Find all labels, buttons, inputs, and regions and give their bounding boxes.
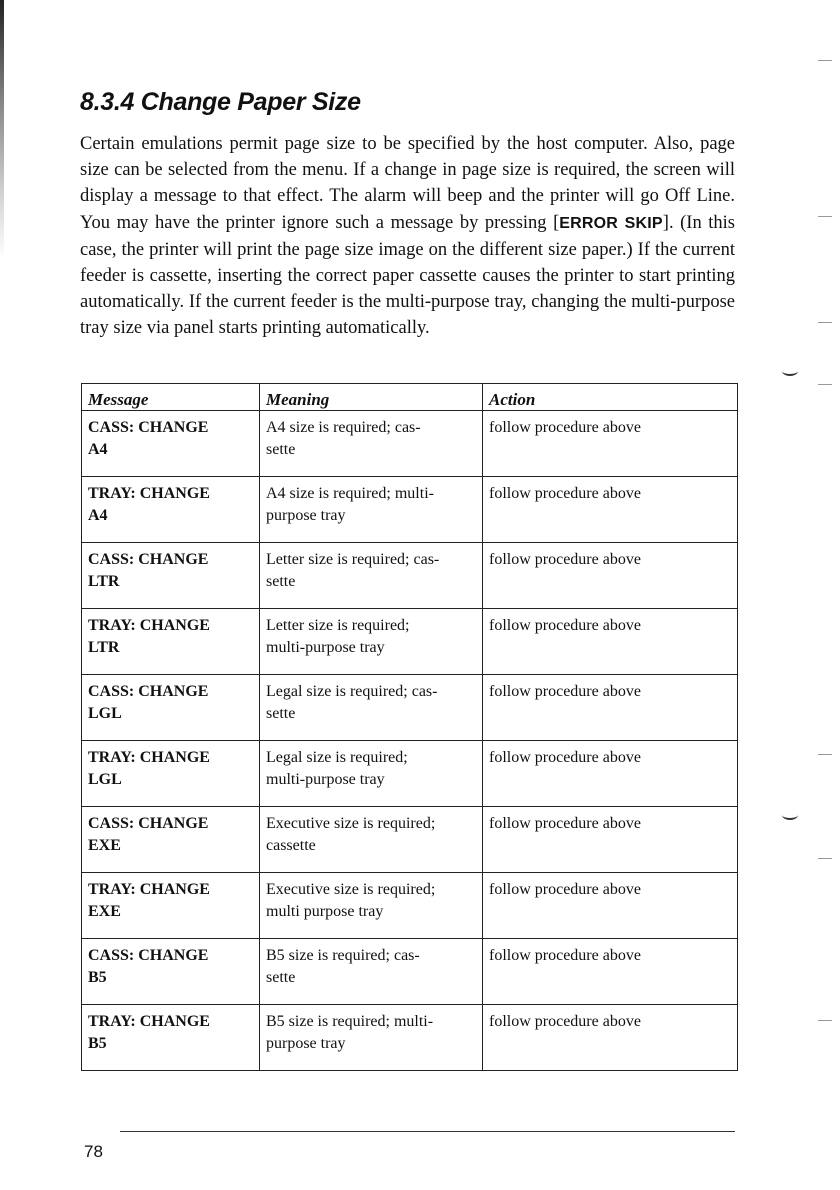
action-cell: follow procedure above — [483, 411, 738, 477]
table-row — [82, 873, 738, 939]
margin-curve — [782, 366, 798, 376]
table-row — [82, 807, 738, 873]
action-cell: follow procedure above — [483, 609, 738, 675]
table-header-row — [82, 384, 738, 411]
meaning-cell: Letter size is required; cas- sette — [260, 543, 483, 609]
header-message: Message — [82, 384, 260, 411]
table-row — [82, 741, 738, 807]
section-heading: 8.3.4 Change Paper Size — [80, 88, 361, 116]
action-cell: follow procedure above — [483, 1005, 738, 1071]
message-cell: CASS: CHANGE A4 — [82, 411, 260, 477]
margin-mark — [818, 858, 832, 859]
meaning-cell: Executive size is required; cassette — [260, 807, 483, 873]
table-row — [82, 675, 738, 741]
action-cell: follow procedure above — [483, 477, 738, 543]
margin-mark — [818, 384, 832, 385]
message-cell: CASS: CHANGE EXE — [82, 807, 260, 873]
paragraph-text-start: Certain emulations permit page size to be specified by the host computer. Also, page size can be selected from the menu. If a change in page size is required, the screen will display a message to that effect. The alarm will beep and the printer will go Off Line. You may have the printer ignore such a message by pressing [ — [80, 134, 735, 233]
table-row — [82, 1005, 738, 1071]
message-cell: TRAY: CHANGE LGL — [82, 741, 260, 807]
message-cell: TRAY: CHANGE LTR — [82, 609, 260, 675]
table-row — [82, 609, 738, 675]
paragraph-text-end: ]. (In this case, the printer will print the page size image on the different size paper.) If the current feeder is cassette, inserting the correct paper cassette causes the printer to start printing automatically. If the current feeder is the multi-purpose tray, changing the multi-purpose tray size via panel starts printing automatically. — [80, 212, 735, 339]
meaning-cell: Legal size is required; multi-purpose tray — [260, 741, 483, 807]
message-cell: CASS: CHANGE LTR — [82, 543, 260, 609]
intro-paragraph — [80, 131, 735, 342]
action-cell: follow procedure above — [483, 543, 738, 609]
action-cell: follow procedure above — [483, 873, 738, 939]
table-row — [82, 477, 738, 543]
table-row — [82, 939, 738, 1005]
margin-mark — [818, 1020, 832, 1021]
message-cell: CASS: CHANGE B5 — [82, 939, 260, 1005]
message-cell: TRAY: CHANGE B5 — [82, 1005, 260, 1071]
header-meaning: Meaning — [260, 384, 483, 411]
margin-mark — [818, 754, 832, 755]
scan-edge-artifact — [0, 0, 4, 260]
action-cell: follow procedure above — [483, 675, 738, 741]
margin-mark — [818, 216, 832, 217]
meaning-cell: B5 size is required; cas- sette — [260, 939, 483, 1005]
table-row — [82, 543, 738, 609]
action-cell: follow procedure above — [483, 741, 738, 807]
meaning-cell: A4 size is required; multi- purpose tray — [260, 477, 483, 543]
margin-curve — [782, 810, 798, 820]
action-cell: follow procedure above — [483, 807, 738, 873]
meaning-cell: B5 size is required; multi- purpose tray — [260, 1005, 483, 1071]
margin-mark — [818, 60, 832, 61]
meaning-cell: A4 size is required; cas- sette — [260, 411, 483, 477]
header-action: Action — [483, 384, 738, 411]
message-cell: CASS: CHANGE LGL — [82, 675, 260, 741]
footer-rule — [120, 1131, 735, 1132]
message-cell: TRAY: CHANGE A4 — [82, 477, 260, 543]
message-cell: TRAY: CHANGE EXE — [82, 873, 260, 939]
table-row — [82, 411, 738, 477]
message-table — [81, 383, 738, 1071]
meaning-cell: Legal size is required; cas- sette — [260, 675, 483, 741]
meaning-cell: Executive size is required; multi purpose tray — [260, 873, 483, 939]
meaning-cell: Letter size is required; multi-purpose tray — [260, 609, 483, 675]
action-cell: follow procedure above — [483, 939, 738, 1005]
error-skip-key-label: ERROR SKIP — [559, 214, 663, 232]
page-number: 78 — [84, 1142, 103, 1161]
margin-mark — [818, 322, 832, 323]
